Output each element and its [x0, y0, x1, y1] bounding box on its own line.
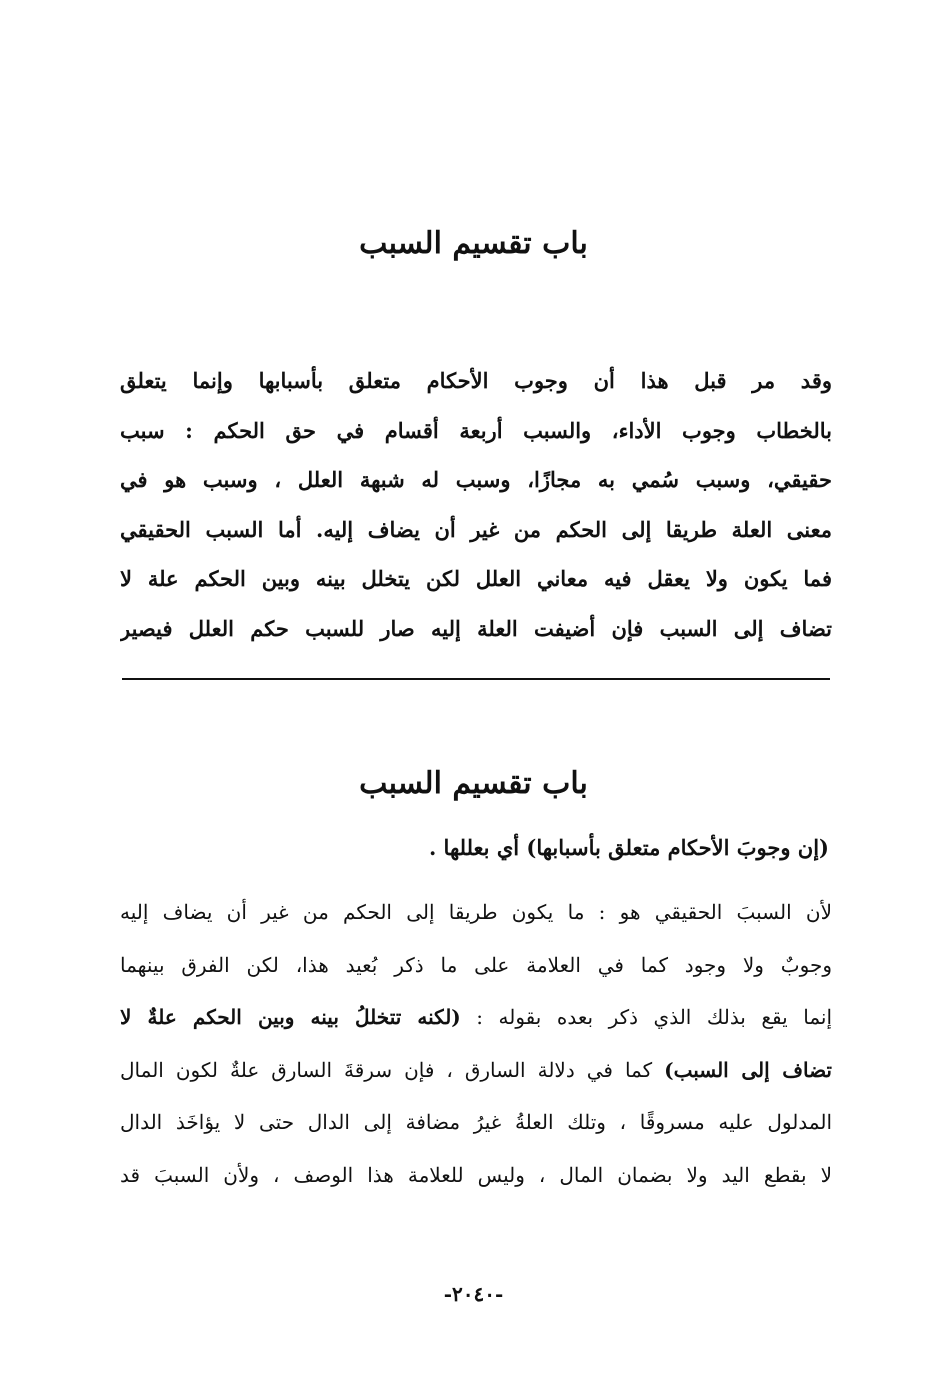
main-text-line: معنى العلة طريقا إلى الحكم من غير أن يضاف إليه. أما السبب الحقيقي [120, 516, 832, 542]
commentary-text-run: كما في دلالة السارق ، فإن سرقةَ السارق علةٌ لكون المال [120, 1057, 665, 1082]
commentary-section-heading: باب تقسيم السبب [359, 766, 588, 801]
text-section-heading: باب تقسيم السبب [359, 226, 588, 261]
main-text-block [120, 356, 832, 654]
commentary-line: المدلول عليه مسروقًا ، وتلك العلةُ غيرُ مضافة إلى الدال حتى لا يؤاخَذ الدال [120, 1110, 832, 1134]
main-text-line: وقد مر قبل هذا أن وجوب الأحكام متعلق بأسبابها وإنما يتعلق [120, 368, 832, 393]
commentary-line: لا بقطع اليد ولا بضمان المال ، وليس للعلامة هذا الوصف ، ولأن السببَ قد [120, 1162, 832, 1187]
main-text-line: فما يكون ولا يعقل فيه معاني العلل لكن يتخلل بينه وبين الحكم علة لا [120, 566, 832, 592]
commentary-quote: (إن وجوبَ الأحكام متعلق بأسبابها) أي بعللها . [428, 835, 829, 860]
quoted-matn-run: تضاف إلى السبب) [664, 1057, 832, 1082]
main-text-line: تضاف إلى السبب فإن أضيفت العلة إليه صار للسبب حكم العلل فيصير [120, 615, 832, 641]
section-divider [122, 678, 830, 680]
commentary-text-run: إنما يقع بذلك الذي ذكر بعده بقوله : [460, 1005, 832, 1029]
commentary-line [120, 991, 832, 1044]
main-text-line: بالخطاب وجوب الأداء، والسبب أربعة أقسام في حق الحكم : سبب [120, 417, 832, 443]
page-number: -٢٠٤٠- [443, 1282, 504, 1306]
main-text-line: حقيقي، وسبب سُمي به مجازًا، وسبب له شبهة العلل ، وسبب هو في [120, 467, 832, 493]
commentary-line [120, 1044, 832, 1097]
commentary-line: وجوبٌ ولا وجود كما في العلامة على ما ذكر بُعيد هذا، لكن الفرق بينهما [120, 952, 832, 977]
commentary-block [120, 886, 832, 1201]
quoted-matn-run: (لكنه تتخللُ بينه وبين الحكم علةٌ لا [120, 1005, 461, 1029]
commentary-line: لأن السببَ الحقيقي هو : ما يكون طريقا إلى الحكم من غير أن يضاف إليه [120, 900, 832, 924]
